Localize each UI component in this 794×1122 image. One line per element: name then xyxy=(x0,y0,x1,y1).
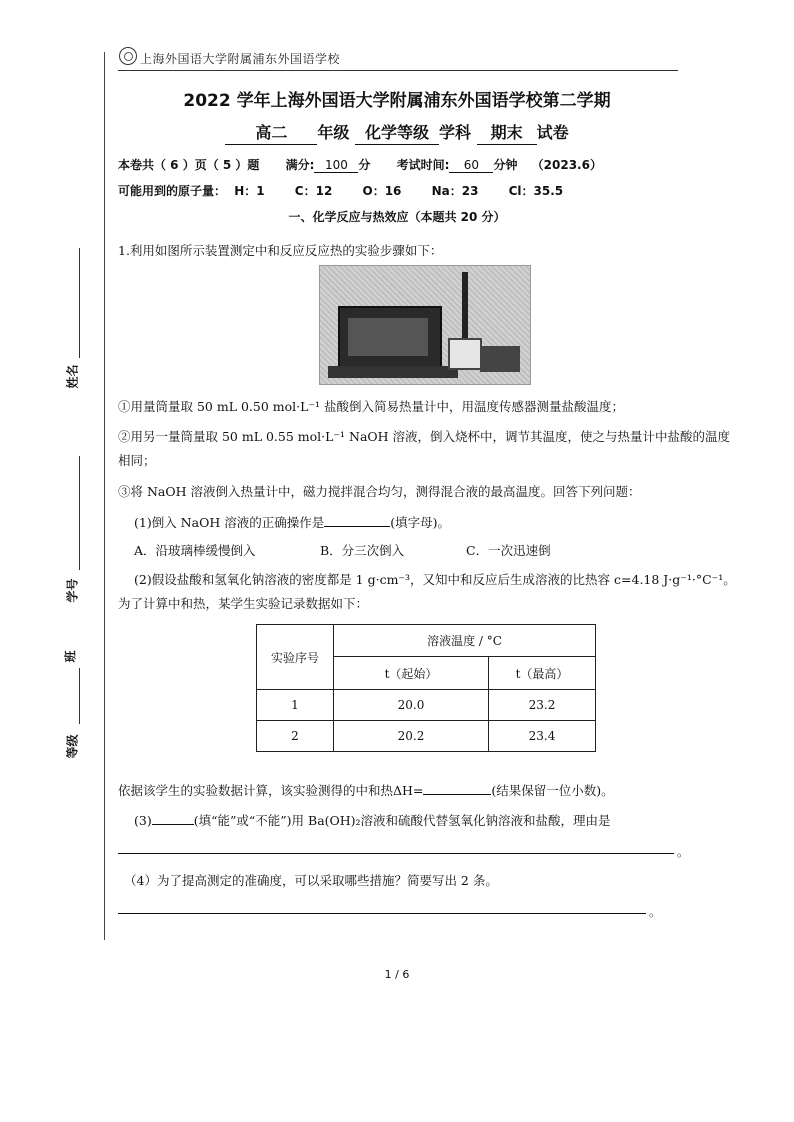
sub-question-2-continued: 为了计算中和热，某学生实验记录数据如下： xyxy=(118,596,369,611)
score-label: 满分: xyxy=(285,158,315,172)
sub-question-1-text: (1)倒入 NaOH 溶液的正确操作是 xyxy=(134,515,325,530)
score-unit: 分 xyxy=(358,158,371,172)
answer-options xyxy=(134,540,551,562)
sub-question-1 xyxy=(134,512,450,534)
sub-question-4: （4）为了提高测定的准确度，可以采取哪些措施？简要写出 2 条。 xyxy=(124,873,498,888)
exam-value: 期末 xyxy=(477,120,537,145)
grade-value: 高二 xyxy=(225,120,317,145)
table-row xyxy=(257,690,596,721)
sidebar-class-label: 班 xyxy=(63,650,78,663)
cell-max: 23.4 xyxy=(489,721,596,752)
sub-question-3-text: (填“能”或“不能”)用 Ba(OH)₂溶液和硫酸代替氢氧化钠溶液和盐酸，理由是 xyxy=(193,813,611,828)
cell-index: 2 xyxy=(257,721,334,752)
time-value: 60 xyxy=(449,158,493,173)
grade-suffix: 年级 xyxy=(317,123,350,142)
sidebar-grade-label: 等级 xyxy=(65,734,80,759)
pages-label: 本卷共（ 6 ）页（ 5 ）题 xyxy=(118,158,260,172)
answer-blank-2[interactable] xyxy=(423,780,491,795)
atomic-mass-item: O：16 xyxy=(362,184,402,198)
cell-start: 20.0 xyxy=(334,690,489,721)
sidebar-name-label: 姓名 xyxy=(65,364,80,389)
calculation-text: 依据该学生的实验数据计算，该实验测得的中和热ΔH= xyxy=(118,783,424,798)
data-table xyxy=(256,624,596,752)
answer-line-2[interactable] xyxy=(118,913,646,914)
time-unit: 分钟 xyxy=(493,158,518,172)
exam-suffix: 试卷 xyxy=(536,123,569,142)
step-3: ③将 NaOH 溶液倒入热量计中，磁力搅拌混合均匀，测得混合液的最高温度。回答下列问题： xyxy=(118,484,641,499)
binding-margin-rule xyxy=(104,52,105,940)
section-title: 一、化学反应与热效应（本题共 20 分） xyxy=(288,210,506,224)
option-c: C．一次迅速倒 xyxy=(466,543,551,558)
name-write-line[interactable] xyxy=(79,248,80,358)
atomic-mass-label: 可能用到的原子量： xyxy=(118,184,227,198)
atomic-mass-item: Cl：35.5 xyxy=(508,184,564,198)
sensor-device xyxy=(480,346,520,372)
col-header-max: t（最高） xyxy=(489,657,596,690)
school-header-name: 上海外国语大学附属浦东外国语学校 xyxy=(140,52,341,66)
calculation-question xyxy=(118,780,614,802)
option-a: A．沿玻璃棒缓慢倒入 xyxy=(134,543,256,558)
answer-blank-3[interactable] xyxy=(152,810,194,825)
atomic-mass-item: Na：23 xyxy=(431,184,479,198)
option-b: B．分三次倒入 xyxy=(320,543,405,558)
sub-question-2: (2)假设盐酸和氢氧化钠溶液的密度都是 1 g·cm⁻³，又知中和反应后生成溶液的比热容 c=4.18 J·g⁻¹·°C⁻¹。 xyxy=(134,572,736,587)
laptop-base xyxy=(328,366,458,378)
cell-index: 1 xyxy=(257,690,334,721)
answer-line-1-period: 。 xyxy=(677,845,690,859)
subject-value: 化学等级 xyxy=(355,120,439,145)
cell-max: 23.2 xyxy=(489,690,596,721)
col-header-index: 实验序号 xyxy=(257,625,334,690)
exam-meta xyxy=(118,156,602,173)
col-header-start: t（起始） xyxy=(334,657,489,690)
score-value: 100 xyxy=(314,158,358,173)
school-logo-icon xyxy=(119,47,137,65)
exam-title: 2022 学年上海外国语大学附属浦东外国语学校第二学期 xyxy=(183,91,611,111)
atomic-mass-item: H：1 xyxy=(234,184,265,198)
page-number: 1 / 6 xyxy=(384,968,410,981)
atomic-mass-item: C：12 xyxy=(294,184,333,198)
calculation-hint: (结果保留一位小数)。 xyxy=(491,783,614,798)
exam-subtitle xyxy=(110,120,684,145)
col-header-temperature: 溶液温度 / °C xyxy=(334,625,596,657)
sub-question-3-number: (3) xyxy=(134,813,152,828)
sub-question-3 xyxy=(134,810,611,832)
step-1: ①用量筒量取 50 mL 0.50 mol·L⁻¹ 盐酸倒入简易热量计中，用温度传感器测量盐酸温度； xyxy=(118,399,625,414)
cell-start: 20.2 xyxy=(334,721,489,752)
table-row xyxy=(257,721,596,752)
apparatus-photo xyxy=(319,265,531,385)
laptop-screen xyxy=(338,306,442,372)
sidebar-student-id-label: 学号 xyxy=(65,578,80,603)
temperature-probe xyxy=(462,272,468,342)
grade-write-line[interactable] xyxy=(79,668,80,724)
time-label: 考试时间: xyxy=(396,158,450,172)
step-2-continued: 相同； xyxy=(118,453,156,468)
student-id-write-line[interactable] xyxy=(79,456,80,570)
atomic-masses xyxy=(118,182,589,199)
answer-blank-1[interactable] xyxy=(324,512,390,527)
subject-suffix: 学科 xyxy=(438,123,471,142)
calorimeter xyxy=(448,338,482,370)
answer-line-2-period: 。 xyxy=(649,905,662,919)
sub-question-1-hint: (填字母)。 xyxy=(390,515,450,530)
question-intro: 1.利用如图所示装置测定中和反应反应热的实验步骤如下： xyxy=(118,243,443,258)
answer-line-1[interactable] xyxy=(118,853,674,854)
header-divider xyxy=(118,70,678,71)
step-2: ②用另一量筒量取 50 mL 0.55 mol·L⁻¹ NaOH 溶液，倒入烧杯中，调节其温度，使之与热量计中盐酸的温度 xyxy=(118,429,731,444)
exam-date: （2023.6） xyxy=(531,158,602,172)
